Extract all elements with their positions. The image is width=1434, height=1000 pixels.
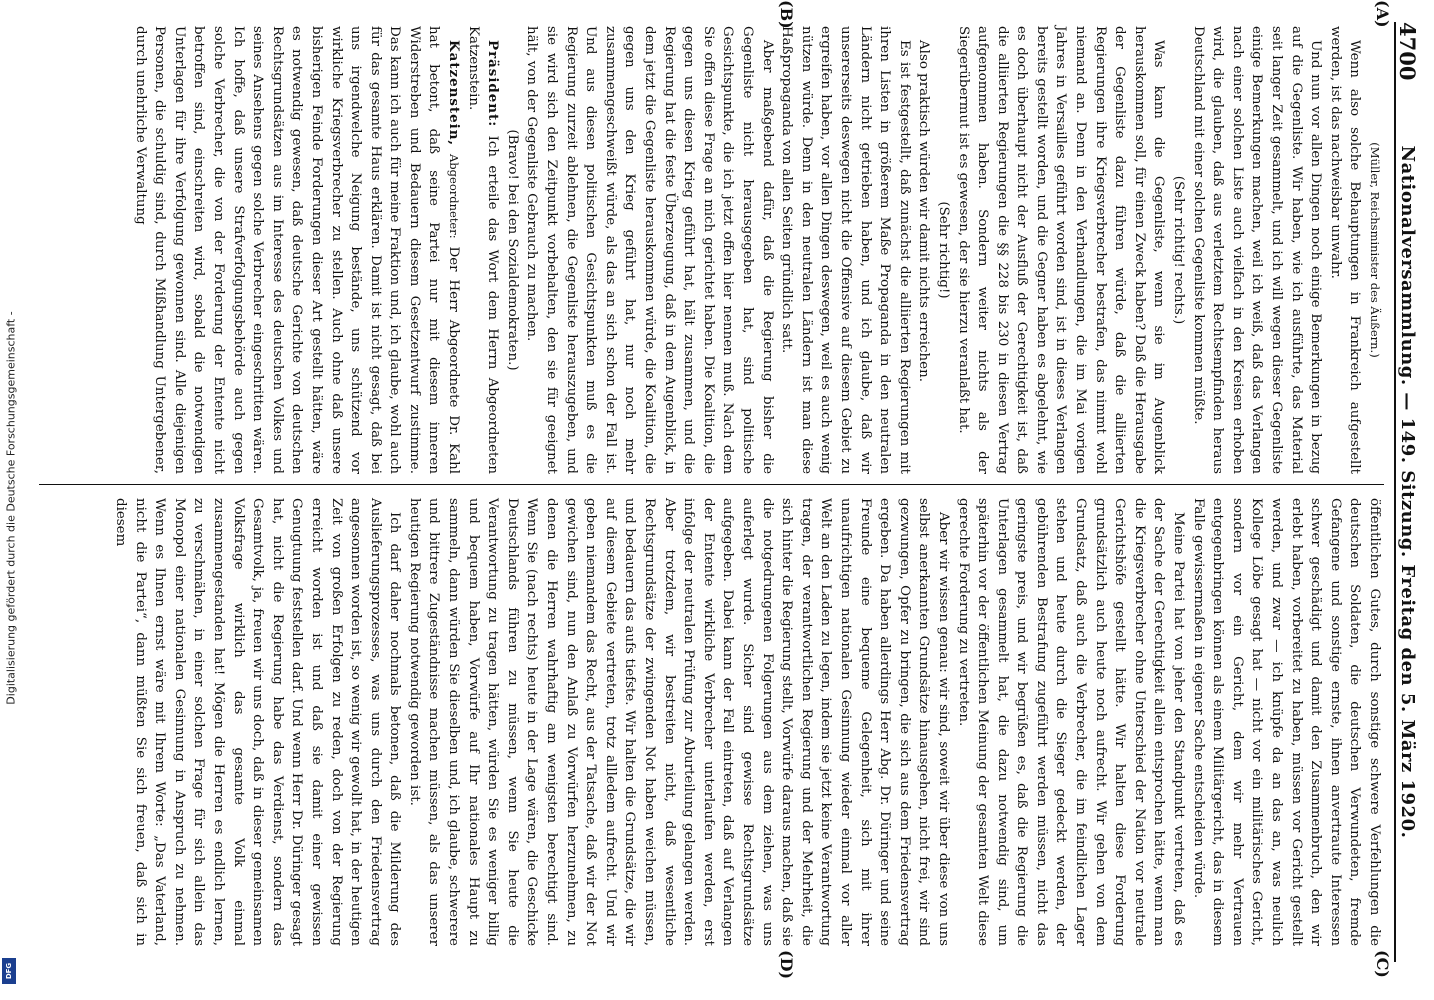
paragraph: Aber maßgebend dafür, daß die Regierung bisher die Gegenliste nicht herausgegeben hat, sind politische Gesichtspunkte, die ich jetzt offen hier nennen muß. Nach dem Sie offen diese Frage an mich gerichtet haben. Die Koalition, die gegen uns diesen Krieg geführt hat, hält zusammen, und die Regierung hat die feste Überzeugung, daß in dem Augenblick, in dem jetzt die Gegenliste herauskommen würde, die Koalition, die gegen uns den Krieg geführt hat, nur noch mehr zusammengeschweißt würde, als das an sich schon der Fall ist. Und aus diesen politischen Gesichtspunkten muß es die Regierung zurzeit ablehnen, die Gegenliste herauszugeben, und sie wird sich den Zeitpunkt vorbehalten, den sie für geeignet hält, von der Gegenliste Gebrauch zu machen. [524, 26, 775, 474]
margin-marker-d: (D) [777, 950, 796, 980]
digitization-credit [2, 20, 20, 995]
page-number: 4700 [1395, 22, 1421, 81]
applause-note: (Sehr richtig! rechts.) [1171, 175, 1187, 325]
paragraph: Wenn also solche Behauptungen in Frankreich aufgestellt werden, ist das nachweisbar unwahr. [1327, 26, 1363, 474]
left-column [44, 26, 1384, 474]
dfg-logo-text: DFG [5, 962, 13, 980]
applause-note: (Bravo! bei den Sozialdemokraten.) [504, 129, 520, 371]
paragraph: Und nun vor allen Dingen noch einige Bemerkungen in bezug auf die Gegenliste. Wir haben, wie ich ausführte, das Material seit langer Zeit gesammelt, und ich will wegen dieser Gegenliste einige Bemerkungen machen, weil ich weiß, daß das Verlangen nach einer solchen Liste auch vielfach in den Kreisen erhoben wird, die glauben, daß aus verletztem Rechtsempfinden heraus Deutschland mit einer solchen Gegenliste kommen müßte. [1190, 26, 1324, 474]
speech-text: Der Herr Abgeordnete Dr. Kahl hat betont, daß seine Partei nur mit diesem inneren Widerstreben und Bedauern diesem Gesetzentwurf zustimme. Das kann ich auch für meine Fraktion und, ich glaube, wohl auch für das gesamte Haus erklären. Damit ist nicht gesagt, daß bei uns irgendwelche Neigung bestände, uns schützend vor wirkliche Kriegsverbrecher zu stellen. Auch ohne daß unsere bisherigen Feinde Forderungen dieser Art gestellt hätten, wäre es notwendig gewesen, daß deutsche Gerichte von deutschen Rechtsgrundsätzen aus im Interesse des deutschen Volkes und seines Ansehens gegen solche Verbrecher eingeschritten wären. Ich hoffe, daß unsere Strafverfolgungsbehörde auch gegen solche Verbrecher, die von der Forderung der Entente nicht betroffen sind, einschreiten wird, sobald die notwendigen Unterlagen für ihre Verfolgung gewonnen sind. Alle diejenigen Personen, die schuldig sind, durch Mißhandlung Untergebener, durch unehrliche Verwaltung [132, 26, 462, 474]
page-title: Nationalversammlung. — 149. Sitzung. Freitag den 5. März 1920. [1397, 145, 1419, 839]
president-paragraph [463, 26, 502, 474]
paragraph: Was kann die Gegenliste, wenn sie im Augenblick herauskommen soll, für einen Zweck haben? Daß die Herausgabe der Gegenliste dazu führen würde, daß die alliierten Regierungen ihre Kriegsverbrecher bestrafen, das nimmt wohl niemand an. Denn in den Verhandlungen, die im Mai vorigen Jahres in Versailles geführt worden sind, ist in dieses Verlangen bereits gestellt worden, und die Gegner haben es abgelehnt, wie es doch überhaupt nicht der Ausfluß der Gerechtigkeit ist, daß die alliierten Regierungen die §§ 228 bis 230 in diesen Vertrag aufgenommen haben. Sondern weiter nichts als der Siegerübermut ist es gewesen, der sie hierzu veranlaßt hat. [955, 26, 1167, 474]
president-text: Ich erteile das Wort dem Herrn Abgeordneten Katzenstein. [465, 26, 501, 474]
document-page [25, 0, 1420, 983]
speaker-attribution: (Müller, Reichsminister des Äußern.) [1368, 142, 1382, 358]
paragraph: Ich darf daher nochmals betonen, daß die Milderung des Auslieferungsprozesses, was uns durch den Friedensvertrag angesonnen worden ist, so wenig wir gewollt hat, in der heutigen Zeit von großen Erfolgen zu reden, doch von der Regierung erreicht worden ist und daß sie damit einer gewissen Genugtuung feststellen darf. Und wenn Herr Dr. Düringer gesagt hat, nicht die Regierung habe das Verdienst, sondern das Gesamtvolk, ja, freuen wir uns doch, daß in dieser gemeinsamen Volksfrage wirklich das gesamte Volk einmal zusammengestanden hat! Mögen die Herren es endlich lernen, zu verschmähen, in einer solchen Frage für sich allein das Monopol einer nationalen Gesinnung in Anspruch zu nehmen. Wenn es Ihnen ernst wäre mit Ihrem Worte: „Das Vaterland, nicht die Partei“, dann müßten Sie sich freuen, daß sich in diesem [113, 498, 403, 946]
paragraph: Es ist festgestellt, daß zunächst die alliierten Regierungen mit ihren Listen in größerem Maße Propaganda in den neutralen Ländern nicht getrieben haben, und ich glaube, daß wir unsererseits deswegen nicht die Offensive auf diesem Gebiet zu ergreifen haben, vor allen Dingen deswegen, weil es auch wenig nützen würde. Denn in den neutralen Ländern ist man diese Haßpropaganda von allen Seiten gründlich satt. [779, 26, 912, 474]
credit-text: Digitalisierung gefördert durch die Deutsche Forschungsgemeinschaft - [4, 310, 18, 705]
margin-marker-c: (C) [1373, 950, 1392, 978]
paragraph: Aber wir wissen genau: wir sind, soweit wir über diese von uns selbst anerkannten Grundsätze hinausgehen, nicht frei, wir sind gezwungen, Opfer zu bringen, die sich aus dem Friedensvertrag ergeben. Da haben allerdings Herr Abg. Dr. Düringer und seine Freunde eine bequeme Gelegenheit, sich mit ihrer unaufrichtigen nationalen Gesinnung wieder einmal vor aller Welt an den Laden zu legen, indem sie jetzt keine Verantwortung tragen, der verantwortlichen Regierung und der Mehrheit, die sich hinter die Regierung stellt, Vorwürfe daraus machen, daß sie die notgedrungenen Folgerungen aus dem ziehen, was uns auferlegt wurde. Sicher sind gewisse Rechtsgrundsätze aufgegeben. Dabei kann der Fall eintreten, daß auf Verlangen der Entente wirkliche Verbrecher unterlaufen werden, erst infolge der neutralen Prüfung zur Aburteilung gelangen werden. Aber trotzdem, wir bestreiten nicht, daß wesentliche Rechtsgrundsätze der zwingenden Not haben weichen müssen, und bedauern das aufs tiefste. Wir halten die Grundsätze, die wir auf diesem Gebiete vertreten, trotz allledem aufrecht. Und wir geben niemandem das Recht, aus der Tatsache, daß wir der Not gewichen sind, nun den Anlaß zu Vorwürfen herzunehmen, zu denen die Herren wahrhaftig am wenigsten berechtigt sind. Wenn Sie (nach rechts) heute in der Lage wären, die Geschicke Deutschlands führen zu müssen, wenn Sie heute die Verantwortung zu tragen hätten, würden Sie es weniger billig und bequem haben, Vorwürfe auf Ihr nationales Haupt zu sammeln, dann würden Sie dieselben und, ich glaube, schwerere und bittrere Zugeständnisse machen müssen, als das unserer heutigen Regierung notwendig geworden ist. [406, 498, 951, 946]
margin-marker-b: (B) [777, 0, 796, 29]
right-column [44, 498, 1384, 946]
page-header [1394, 22, 1420, 962]
column-divider [39, 484, 1384, 485]
president-label: Präsident: [485, 40, 502, 128]
speaker-name: Katzenstein, [446, 40, 463, 147]
applause-note: (Sehr richtig!) [935, 201, 951, 299]
speaker-paragraph [130, 26, 463, 474]
margin-marker-a: (A) [1373, 0, 1392, 28]
paragraph: Meine Partei hat von jeher den Standpunkt vertreten, daß es der Sache der Gerechtigkeit allein entsprochen hätte, wenn man die Kriegsverbrecher ohne Unterschied der Nation vor neutrale Gerichtshöfe gestellt hätte. Wir halten diese Forderung grundsätzlich auch heute noch aufrecht. Wir gehen von dem Grundsatz, daß auch die Verbrecher, die im feindlichen Lager stehen und heute durch die Sieger gedeckt werden, der gebührenden Bestrafung zugeführt werden müssen, nicht das geringste preis, und wir begrüßen es, daß die Regierung die Unterlagen gesammelt hat, die dazu notwendig sind, um späterhin vor der öffentlichen Meinung der gesamten Welt diese gerechte Forderung zu vertreten. [955, 498, 1187, 946]
dfg-logo [2, 958, 16, 984]
speaker-role: Abgeordneter: [447, 153, 462, 239]
paragraph: Also praktisch würden wir damit nichts erreichen. [916, 40, 932, 382]
paragraph: öffentlichen Gutes, durch sonstige schwere Verfehlungen die deutschen Soldaten, die deutschen Verwundeten, fremde Gefangene und sonstige ernste, ihnen anvertraute Interessen schwer geschädigt und damit den Zusammenbruch, den wir erlebt haben, vorbereitet zu haben, müssen vor Gericht gestellt werden, und zwar — ich knüpfe da an das an, was neulich Kollege Löbe gesagt hat — nicht vor ein militärisches Gericht, sondern vor ein Gericht, dem wir mehr Vertrauen entgegenbringen können als einem Militärgericht, das in diesem Falle gewissermaßen in eigener Sache entscheiden würde. [1190, 498, 1382, 946]
